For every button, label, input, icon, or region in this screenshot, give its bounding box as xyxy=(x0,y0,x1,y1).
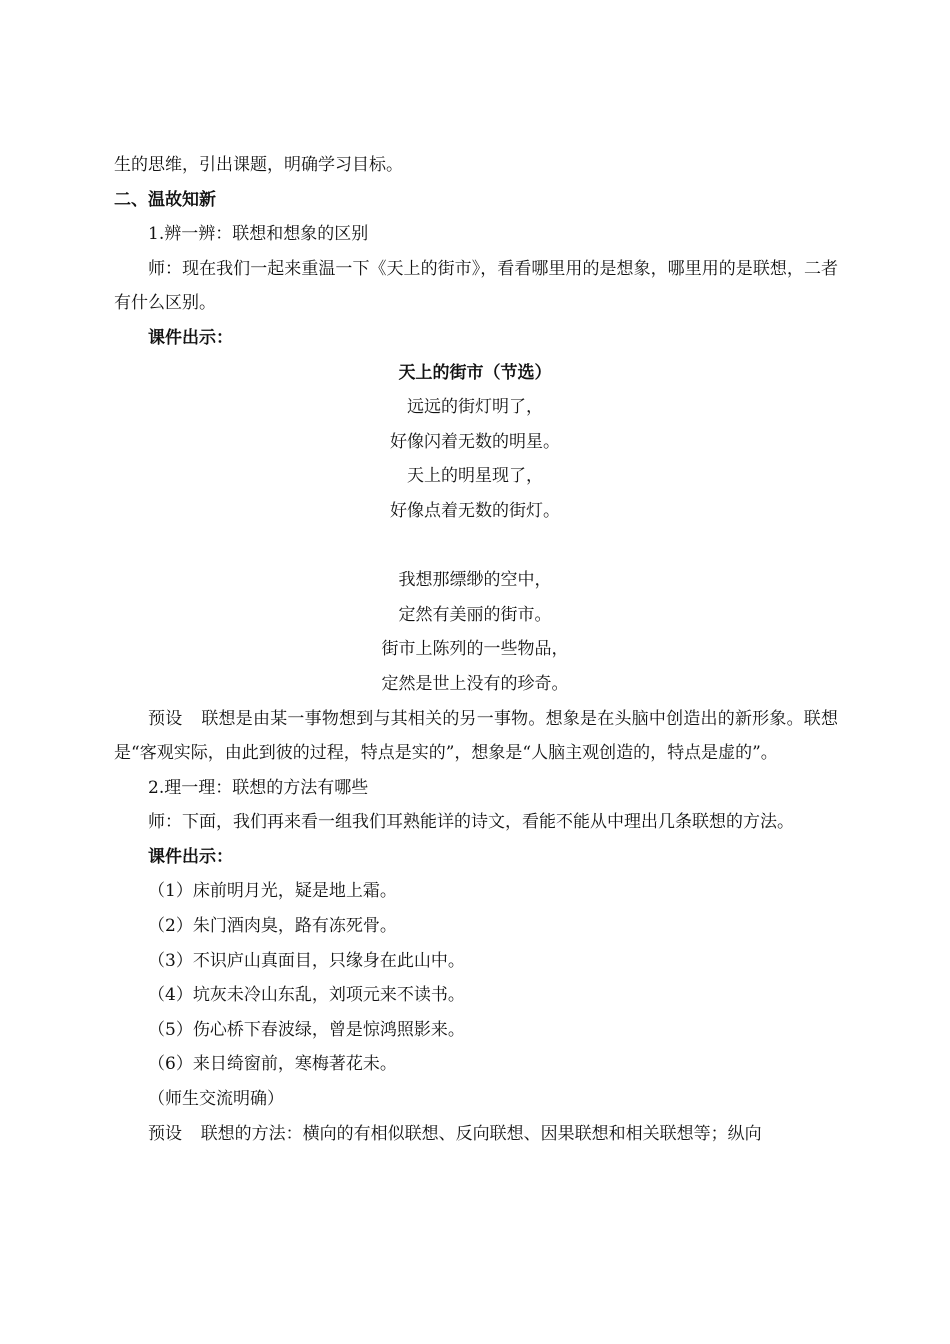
list-item: （1）床前明月光，疑是地上霜。 xyxy=(148,881,397,902)
preset-label: 预设 xyxy=(148,708,183,729)
step2-teacher-paragraph: 师：下面，我们再来看一组我们耳熟能详的诗文，看能不能从中理出几条联想的方法。 xyxy=(148,812,794,833)
list-item: （3）不识庐山真面目，只缘身在此山中。 xyxy=(148,950,465,971)
step1-teacher-paragraph: 师：现在我们一起来重温一下《天上的街市》，看看哪里用的是想象，哪里用的是联想，二者有什么区别。 xyxy=(114,258,838,314)
poem-title: 天上的街市（节选） xyxy=(398,362,552,383)
intro-tail-text: 生的思维，引出课题，明确学习目标。 xyxy=(114,155,403,175)
step1-courseware-label: 课件出示： xyxy=(148,327,233,348)
stanza-break xyxy=(112,529,838,564)
list-item: （5）伤心桥下春波绿，曾是惊鸿照影来。 xyxy=(148,1019,465,1040)
step2-title: 2.理一理：联想的方法有哪些 xyxy=(148,777,369,798)
poem-list xyxy=(114,874,838,1116)
preset-text: 联想是由某一事物想到与其相关的另一事物。想象是在头脑中创造出的新形象。联想是“客观实际，由此到彼的过程，特点是实的”，想象是“人脑主观创造的，特点是虚的”。 xyxy=(114,708,839,764)
list-item: （6）来日绮窗前，寒梅著花未。 xyxy=(148,1054,397,1075)
poem-line: 定然有美丽的街市。 xyxy=(398,604,552,625)
poem-line: 天上的明星现了， xyxy=(407,466,543,487)
step1-title: 1.辨一辨：联想和想象的区别 xyxy=(148,224,369,245)
discussion-note: （师生交流明确） xyxy=(148,1089,284,1110)
list-item: （2）朱门酒肉臭，路有冻死骨。 xyxy=(148,916,397,937)
list-item: （4）坑灰未冷山东乱，刘项元来不读书。 xyxy=(148,985,465,1006)
preset-text: 联想的方法：横向的有相似联想、反向联想、因果联想和相关联想等；纵向 xyxy=(200,1123,762,1144)
poem-line: 我想那缥缈的空中， xyxy=(398,570,552,591)
poem-line: 街市上陈列的一些物品， xyxy=(381,639,569,660)
step1-preset-paragraph xyxy=(114,702,838,771)
preset-label: 预设 xyxy=(148,1123,182,1144)
section-heading: 二、温故知新 xyxy=(114,189,216,210)
poem-line: 远远的街灯明了， xyxy=(407,397,543,418)
poem-line: 好像点着无数的街灯。 xyxy=(390,500,560,521)
poem-line: 好像闪着无数的明星。 xyxy=(390,431,560,452)
poem-line: 定然是世上没有的珍奇。 xyxy=(381,673,569,694)
poem xyxy=(112,356,838,702)
step2-preset-paragraph xyxy=(114,1117,838,1152)
step2-courseware-label: 课件出示： xyxy=(148,846,233,867)
